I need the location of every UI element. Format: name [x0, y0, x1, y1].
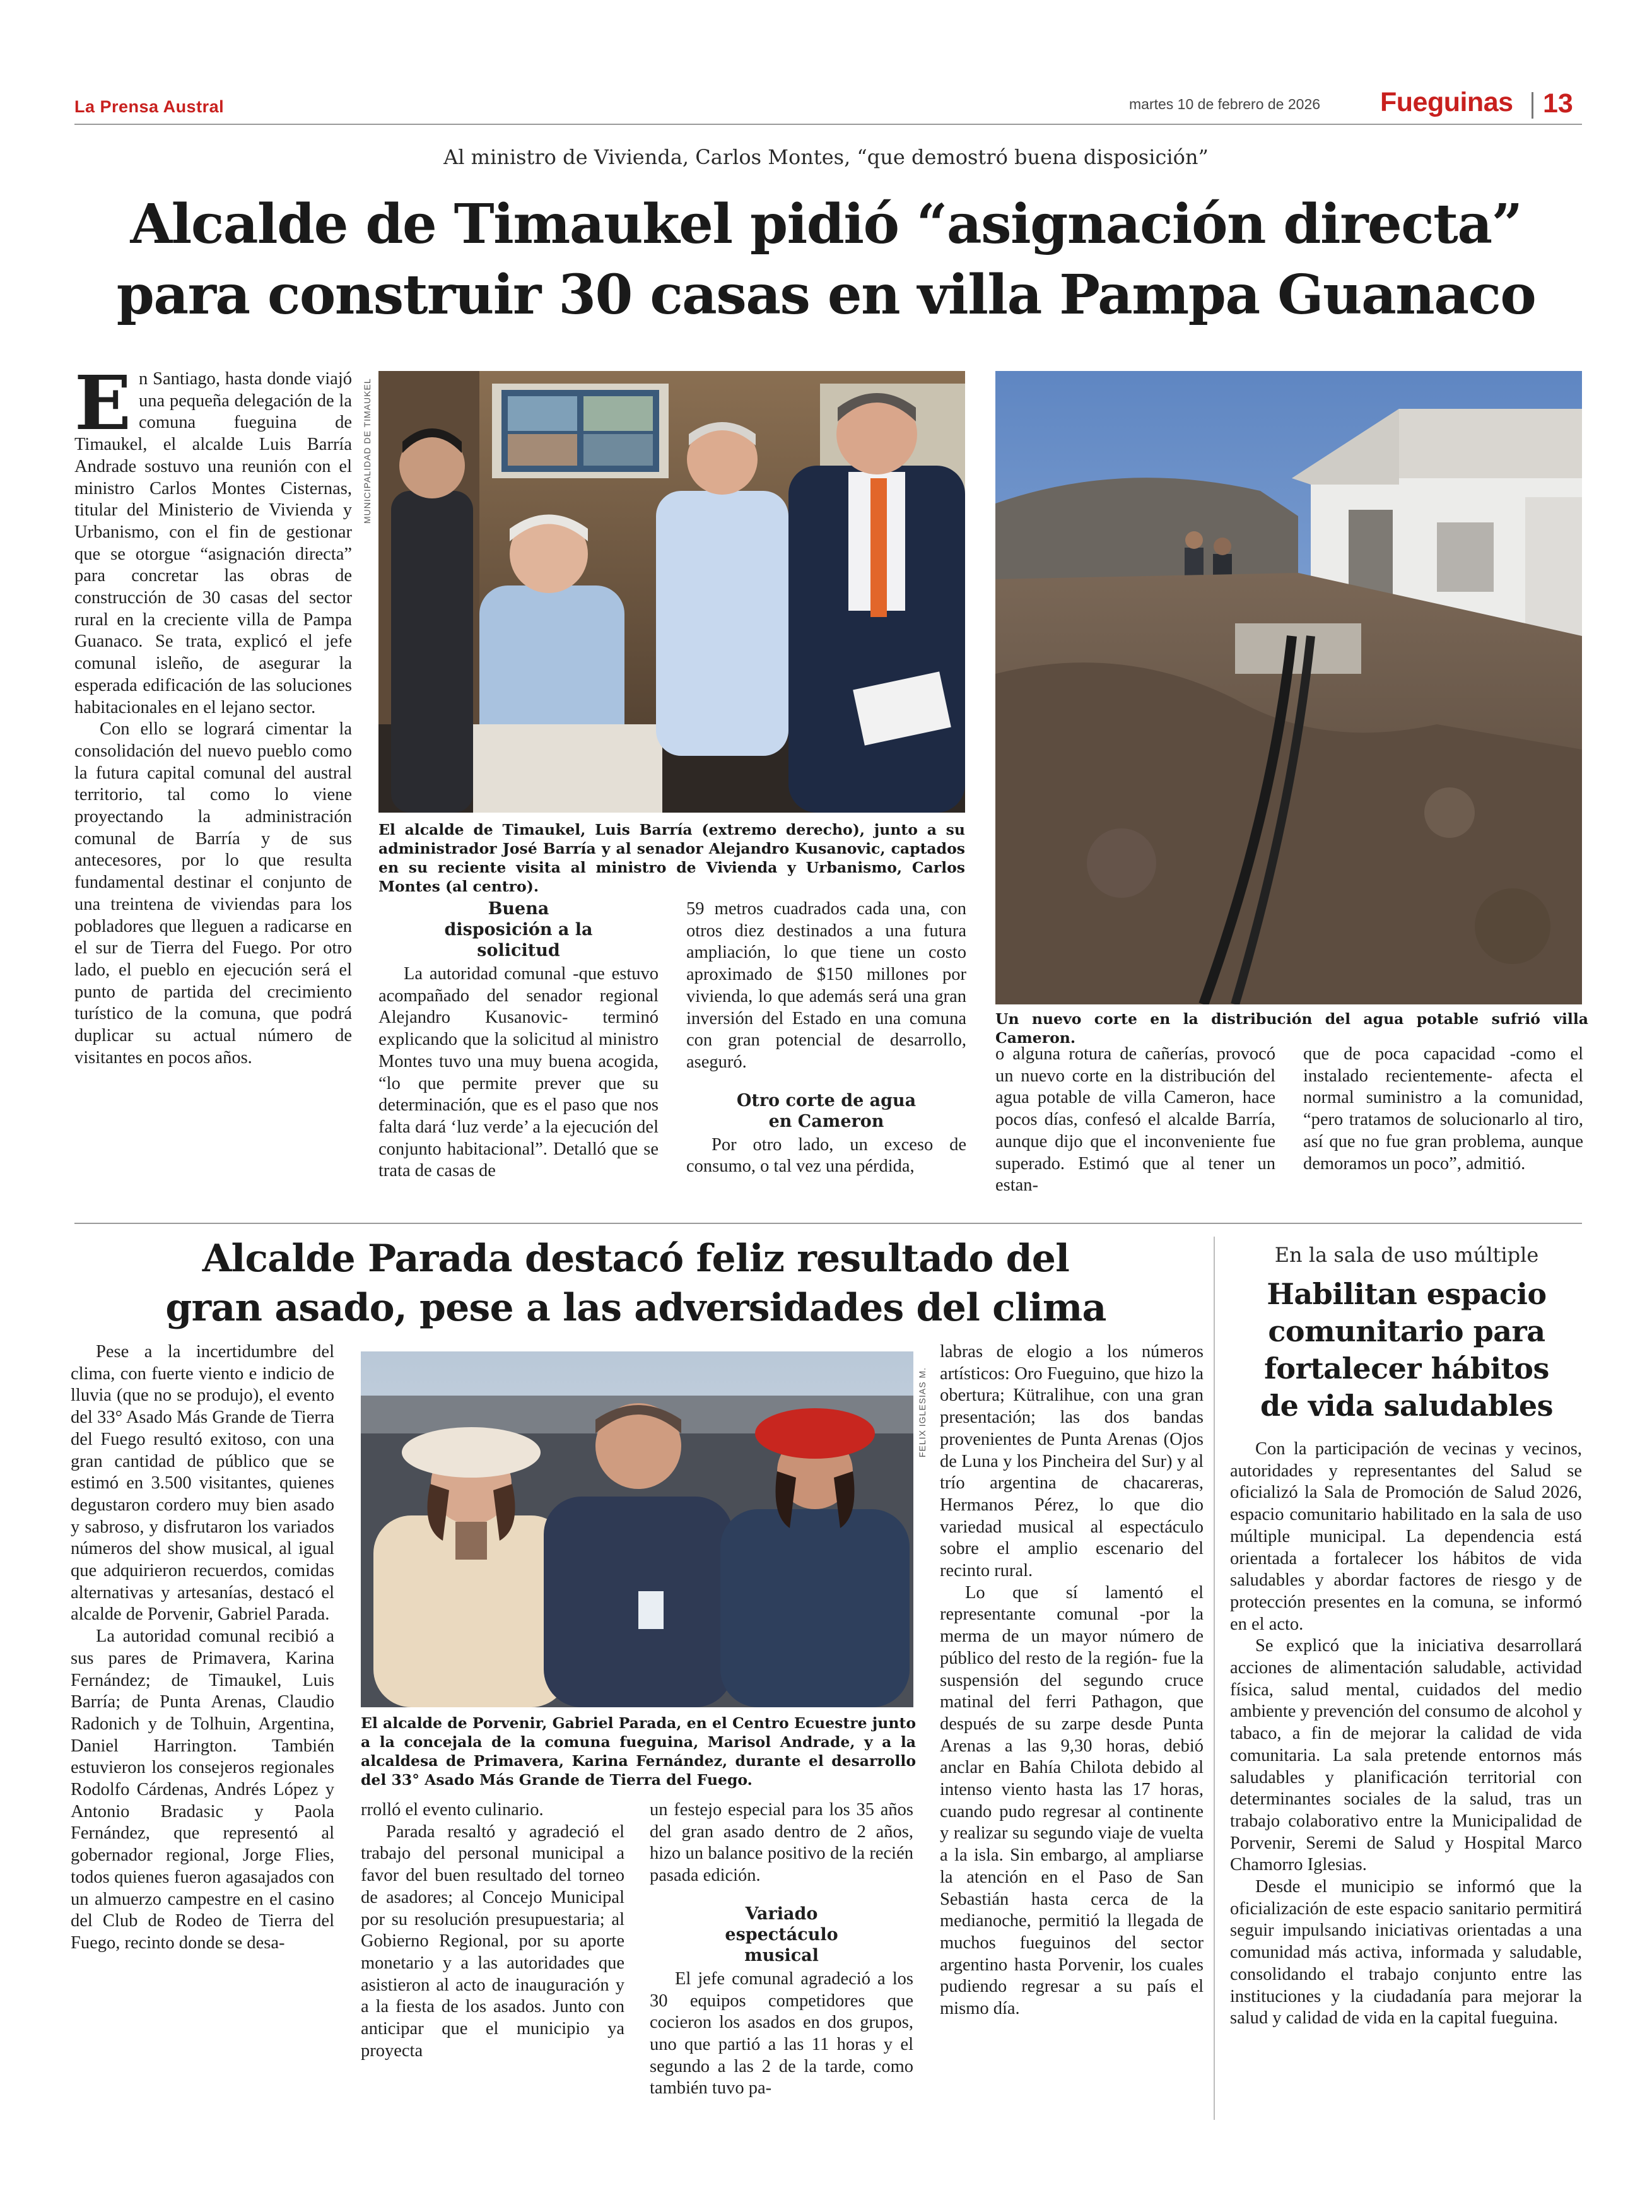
photo3-caption: El alcalde de Porvenir, Gabriel Parada, en el Centro Ecuestre junto a la concejala de la comuna fueguina, Marisol Andrade, y a la alcaldesa de Primavera, Karina Fernández, durante el desarrollo del 33° Asado Más Grande de Tierra del Fuego. — [361, 1714, 916, 1789]
article2-column4 — [940, 1341, 1204, 2020]
article1-paragraph: que de poca capacidad -como el instalado recientemente- afecta el normal suministro a la comunidad, “pero tratamos de solucionarlo al tiro, así que no fue gran problema, aunque demoramos un poco”, admitió. — [1303, 1044, 1583, 1174]
article1-headline-line1: Alcalde de Timaukel pidió “asignación directa” — [130, 192, 1522, 256]
article1-paragraph: Con ello se logrará cimentar la consolidación del nuevo pueblo como la futura capital comunal del austral territorio, tal como lo viene proyectando la administración comunal de Barría y de sus antecesores, por lo que resulta fundamental destinar el conjunto de una treintena de viviendas para los pobladores que lleguen a radicarse en el sur de Tierra del Fuego. Por otro lado, el pueblo en ejecución será el punto de partida del crecimiento turístico de la comuna, que podrá duplicar su actual número de visitantes en pocos años. — [74, 719, 352, 1068]
article1-paragraph: n Santiago, hasta donde viajó una pequeña delegación de la comuna fueguina de Timaukel, el alcalde Luis Barría Andrade sostuvo una reunión con el ministro Carlos Montes Cisternas, titular del Ministerio de Vivienda y Urbanismo, con el fin de gestionar que se otorgue “asignación directa” para concretar las obras de construcción de 30 casas del sector rural en la creciente villa de Pampa Guanaco. Se trata, explicó el jefe comunal isleño, de asegurar la esperada edificación de las soluciones habitacionales en el lejano sector. — [74, 369, 352, 717]
construction-photo — [995, 371, 1582, 1004]
article2-paragraph: un festejo especial para los 35 años del gran asado dentro de 2 años, hizo un balance positivo de la recién pasada edición. — [650, 1800, 913, 1886]
article2-paragraph: La autoridad comunal recibió a sus pares de Primavera, Karina Fernández; de Timaukel, Luis Barría; de Punta Arenas, Claudio Radonich y de Tolhuin, Argentina, Daniel Harrington. También estuvieron los consejeros regionales Rodolfo Cárdenas, Andrés López y Antonio Bradasic y Paola Fernández, que representó al gobernador regional, Jorge Flies, todos quienes fueron agasajados con un almuerzo campestre en el casino del Club de Rodeo de Tierra del Fuego, recinto donde se desa- — [71, 1627, 334, 1953]
page-number: 13 — [1543, 88, 1573, 119]
article2-column1 — [71, 1341, 334, 1955]
article2-paragraph: Pese a la incertidumbre del clima, con fuerte viento e indicio de lluvia (que no se produjo), el evento del 33° Asado Más Grande de Tierra del Fuego resultó exitoso, con una gran cantidad de público que se estimó en 3.500 visitantes, quienes degustaron cordero muy bien asado y sabroso, y disfrutaron los variados números del show musical, al igual que adquirieron recuerdos, comidas alternativas y artesanías, destacó el alcalde de Porvenir, Gabriel Parada. — [71, 1342, 334, 1625]
article1-headline-line2: para construir 30 casas en villa Pampa Guanaco — [116, 263, 1536, 327]
article1-paragraph: o alguna rotura de cañerías, provocó un nuevo corte en la distribución del agua potable de villa Cameron, hace pocos días, confesó el alcalde Barría, aunque dijo que el inconveniente fue superado. Estimó que al tener un estan- — [995, 1044, 1275, 1196]
article3-headline — [1230, 1276, 1583, 1425]
article3-body — [1230, 1438, 1582, 2030]
header-divider — [1532, 92, 1533, 119]
article1-subhead2: Otro corte de agua en Cameron — [736, 1090, 917, 1131]
article3-headline-line3: fortalecer hábitos — [1264, 1351, 1549, 1385]
meeting-photo-image — [378, 371, 965, 813]
header-rule — [74, 124, 1582, 125]
article1-kicker: Al ministro de Vivienda, Carlos Montes, “que demostró buena disposición” — [443, 145, 1209, 169]
article3-headline-line1: Habilitan espacio — [1267, 1277, 1547, 1311]
article2-headline-line1: Alcalde Parada destacó feliz resultado del — [202, 1237, 1070, 1281]
article2-paragraph: rrolló el evento culinario. — [361, 1800, 544, 1820]
photo1-credit: MUNICIPALIDAD DE TIMAUKEL — [362, 378, 372, 524]
article3-headline-line2: comunitario para — [1268, 1314, 1545, 1348]
column-rule — [1214, 1237, 1215, 2120]
photo3-credit: FELIX IGLESIAS M. — [917, 1367, 927, 1457]
construction-photo-image — [995, 371, 1582, 1004]
article1-paragraph: 59 metros cuadrados cada una, con otros diez destinados a una futura ampliación, lo que tiene un costo aproximado de $150 millones por vivienda, lo que además será una gran inversión del Estado en una comuna con gran potencial de desarrollo, aseguró. — [686, 899, 966, 1072]
meeting-photo — [378, 371, 965, 813]
asado-photo — [361, 1351, 913, 1707]
section-name: Fueguinas — [1380, 87, 1513, 117]
section-rule — [74, 1223, 1582, 1224]
article3-paragraph: Con la participación de vecinas y vecinos, autoridades y representantes del Salud se oficializó la Sala de Promoción de Salud 2026, espacio comunitario habilitado en la sala de uso múltiple municipal. La dependencia está orientada a fortalecer los hábitos de vida saludables y abordar factores de riesgo y de protección presentes en la comuna, se informó en el acto. — [1230, 1439, 1582, 1634]
article3-paragraph: Se explicó que la iniciativa desarrollará acciones de alimentación saludable, actividad física, salud mental, cuidados del medio ambiente y prevención del consumo de alcohol y tabaco, a fin de mejorar la calidad de vida comunitaria. La sala pretende entornos más saludables y planificación territorial con determinantes sociales de la salud, tras un trabajo colaborativo entre la Municipalidad de Porvenir, Seremi de Salud y Hospital Marco Chamorro Iglesias. — [1230, 1636, 1582, 1875]
drop-cap: E — [74, 359, 131, 447]
article2-paragraph: Parada resaltó y agradeció el trabajo del personal municipal a favor del buen resultado del torneo de asadores; al Concejo Municipal por su resolución presupuestaria; al Gobierno Regional, por su aporte monetario y a las autoridades que asistieron al acto de inauguración y a la fiesta de los asados. Junto con anticipar que el municipio ya proyecta — [361, 1821, 624, 2061]
article2-subhead: Variado espectáculo musical — [725, 1903, 838, 1965]
article1-column4 — [995, 1044, 1275, 1197]
photo2-caption: Un nuevo corte en la distribución del agua potable sufrió villa Cameron. — [995, 1010, 1588, 1047]
article2-headline — [74, 1234, 1197, 1332]
issue-date: martes 10 de febrero de 2026 — [1129, 96, 1321, 112]
article1-paragraph: La autoridad comunal -que estuvo acompañado del senador regional Alejandro Kusanovic- terminó explicando que la solicitud al ministro Montes tuvo una muy buena acogida, “lo que permite prever que su determinación, que es el paso que nos falta dará ‘luz verde’ a la ejecución del conjunto habitacional”. Detalló que se trata de casas de — [378, 964, 659, 1181]
article1-column2 — [378, 898, 659, 1182]
article2-paragraph: Lo que sí lamentó el representante comunal -por la merma de un mayor número de público del resto de la región- fue la suspensión del segundo cruce matinal del ferri Pathagon, que después de su zarpe desde Punta Arenas a las 9,30 horas, debió anclar en Bahía Chilota debido al intenso viento hasta las 17 horas, cuando pudo regresar al continente y realizar su segundo viaje de vuelta a la isla. Sin embargo, al ampliarse la atención en el Paso de San Sebastián hasta cerca de la medianoche, permitió la llegada de muchos fueguinos del sector argentino hasta Porvenir, los cuales pudiendo regresar a su país el mismo día. — [940, 1582, 1204, 2019]
article2-headline-line2: gran asado, pese a las adversidades del clima — [165, 1286, 1106, 1330]
article1-headline — [0, 189, 1652, 331]
article1-subhead1: Buena disposición a la solicitud — [444, 899, 593, 960]
article1-paragraph: Por otro lado, un exceso de consumo, o tal vez una pérdida, — [686, 1134, 966, 1177]
article1-column5 — [1303, 1044, 1583, 1175]
newspaper-name: La Prensa Austral — [74, 97, 225, 116]
article2-paragraph: labras de elogio a los números artísticos: Oro Fueguino, que hizo la obertura; Kütralihue, con una gran presentación; las dos bandas provenientes de Punta Arenas (Ojos de Luna y los Pincheira del Sur) y al trío argentina de chacareras, Hermanos Pérez, lo que dio variedad musical al espectáculo sobre el amplio escenario del recinto rural. — [940, 1342, 1204, 1581]
article3-kicker: En la sala de uso múltiple — [1274, 1243, 1539, 1267]
article2-column2 — [361, 1799, 624, 2062]
article3-paragraph: Desde el municipio se informó que la oficialización de este espacio sanitario permitirá seguir impulsando iniciativas orientadas a una comunidad más activa, informada y saludable, consolidando el trabajo conjunto entre las instituciones y la ciudadanía para mejorar la salud y calidad de vida en la capital fueguina. — [1230, 1877, 1582, 2028]
article1-column1 — [74, 359, 352, 1069]
article1-column3 — [686, 898, 966, 1178]
article2-paragraph: El jefe comunal agradeció a los 30 equipos competidores que cocieron los asados en dos grupos, uno que partió a las 11 horas y el segundo a las 2 de la tarde, como también tuvo pa- — [650, 1968, 913, 2098]
asado-photo-image — [361, 1351, 913, 1707]
article3-headline-line4: de vida saludables — [1260, 1389, 1554, 1423]
article2-column3 — [650, 1799, 913, 2100]
photo1-caption: El alcalde de Timaukel, Luis Barría (extremo derecho), junto a su administrador José Barría y al senador Alejandro Kusanovic, captados en su reciente visita al ministro de Vivienda y Urbanismo, Carlos Montes (al centro). — [378, 821, 965, 895]
